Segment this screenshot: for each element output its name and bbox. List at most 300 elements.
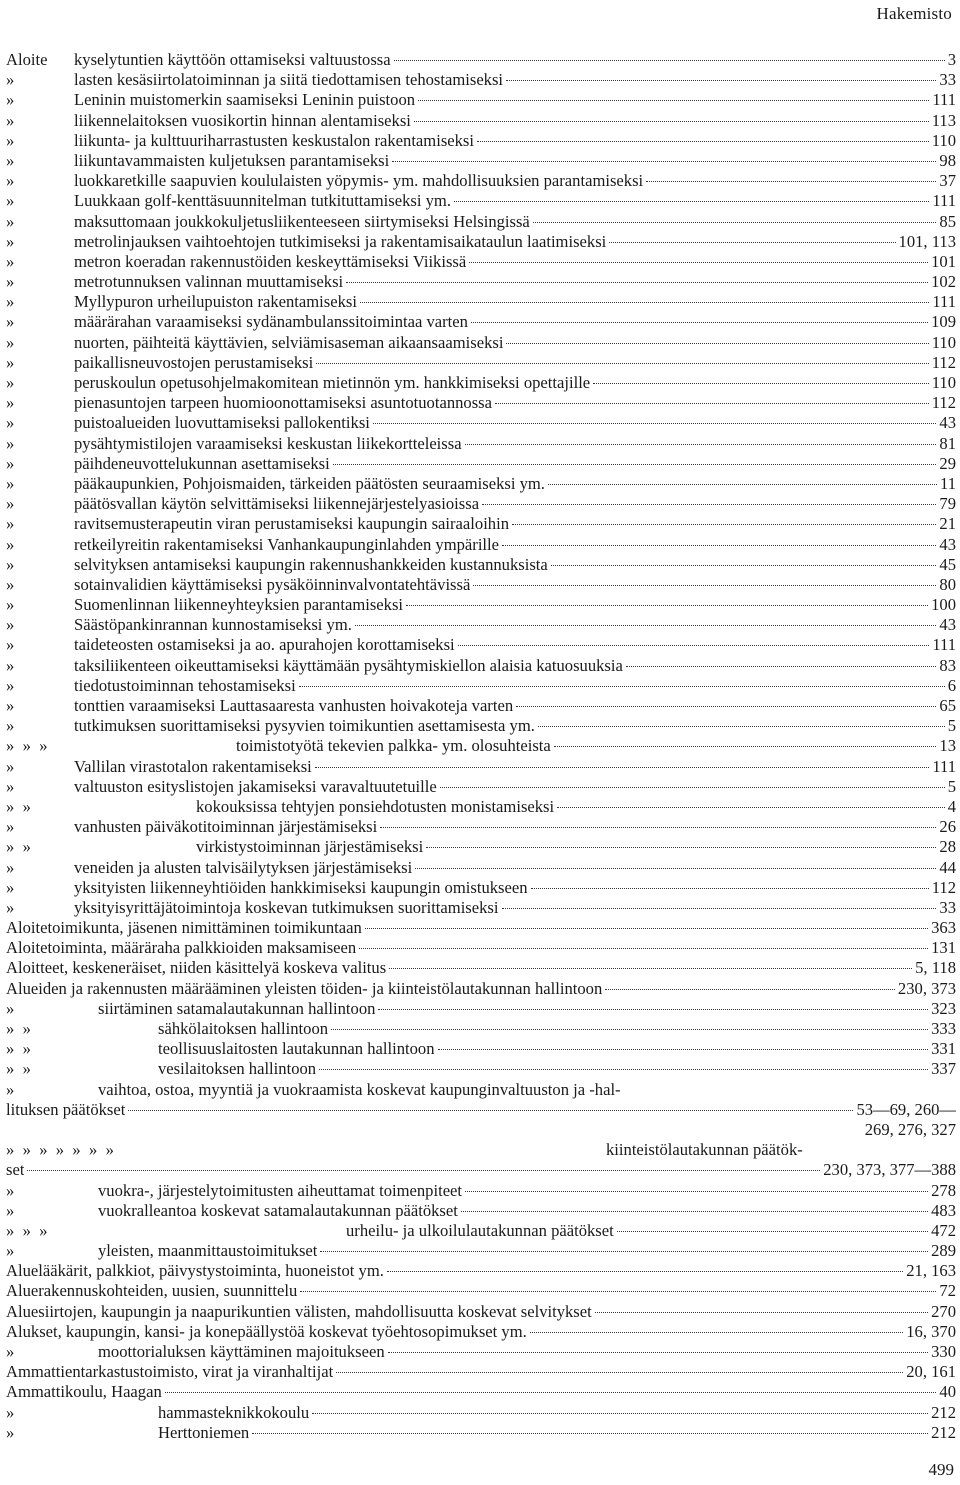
leader-dots (360, 302, 929, 303)
entry-text: set (6, 1160, 25, 1180)
entry-text: taksiliikenteen oikeuttamiseksi käyttämään pysähtymiskiellon alaisia katuosuuksia (74, 655, 623, 675)
entry-pages: 112 (931, 352, 956, 372)
entry-text: ravitsemusterapeutin viran perustamiseksi kaupungin sairaaloihin (74, 514, 510, 534)
entry-prefix: » (6, 90, 15, 110)
entry-pages: 110 (931, 332, 956, 352)
leader-dots (319, 1069, 928, 1070)
entry-pages: 72 (939, 1281, 956, 1301)
entry-pages: 112 (931, 393, 956, 413)
entry-pages: 81 (939, 433, 956, 453)
entry-pages: 323 (931, 998, 956, 1018)
entry-pages: 43 (939, 534, 956, 554)
entry-pages: 21, 163 (906, 1261, 956, 1281)
entry-text: Aluelääkärit, palkkiot, päivystystoiminta, huoneistot ym. (6, 1261, 384, 1281)
entry-text: pienasuntojen tarpeen huomioonottamiseksi asuntotuotannossa (74, 393, 492, 413)
entry-prefix: Aloite (6, 50, 48, 69)
leader-dots (554, 746, 937, 747)
entry-text: vuokra-, järjestelytoimitusten aiheuttamat toimenpiteet (98, 1180, 463, 1200)
entry-text: liikuntavammaisten kuljetuksen parantamiseksi (74, 150, 390, 170)
entry-pages: 363 (931, 918, 956, 938)
entry-prefix: » (6, 817, 15, 837)
index-entry (6, 212, 956, 232)
index-entry (6, 1403, 956, 1423)
index-entry (6, 1181, 956, 1201)
index-entry (6, 494, 956, 514)
leader-dots (27, 1170, 820, 1171)
index-entry (6, 131, 956, 151)
index-entry (6, 373, 956, 393)
entry-text: taideteosten ostamiseksi ja ao. apurahojen korottamiseksi (74, 635, 455, 655)
index-entry (6, 454, 956, 474)
index-entry (6, 1382, 956, 1402)
entry-text: lituksen päätökset (6, 1099, 126, 1119)
leader-dots (551, 565, 937, 566)
entry-pages: 4 (947, 796, 956, 816)
leader-dots (406, 605, 928, 606)
entry-pages: 289 (931, 1241, 956, 1261)
index-entry (6, 353, 956, 373)
entry-text: kokouksissa tehtyjen ponsiehdotusten monistamiseksi (196, 796, 555, 816)
leader-dots (380, 827, 936, 828)
entry-prefix: » » (6, 1019, 31, 1038)
entry-text: toimistotyötä tekevien palkka- ym. olosuhteista (236, 736, 551, 756)
index-entry (6, 333, 956, 353)
index-entry (6, 716, 956, 736)
entry-prefix: » (6, 615, 15, 635)
entry-prefix: » (6, 191, 15, 211)
entry-text: maksuttomaan joukkokuljetusliikenteeseen siirtymiseksi Helsingissä (74, 211, 530, 231)
entry-text: Alukset, kaupungin, kansi- ja konepäällystöä koskevat työehtosopimukset ym. (6, 1321, 527, 1341)
entry-text: Luukkaan golf-kenttäsuunnitelman tutkituttamiseksi ym. (74, 191, 451, 211)
entry-pages: 40 (939, 1382, 956, 1402)
leader-dots (355, 625, 937, 626)
entry-prefix: » (6, 877, 15, 897)
index-entry (6, 696, 956, 716)
entry-prefix: » (6, 554, 15, 574)
leader-dots (373, 423, 937, 424)
entry-pages: 3 (947, 50, 956, 69)
entry-text: tutkimuksen suorittamiseksi pysyvien toimikuntien asettamisesta ym. (74, 716, 535, 736)
entry-text: kyselytuntien käyttöön ottamiseksi valtuustossa (74, 50, 391, 69)
entry-text: moottorialuksen käyttäminen majoitukseen (98, 1342, 385, 1361)
index-entry (6, 898, 956, 918)
entry-pages: 100 (931, 595, 956, 615)
index-entry (6, 1342, 956, 1362)
index-entry (6, 1059, 956, 1079)
entry-prefix: » (6, 897, 15, 917)
entry-prefix: » (6, 998, 15, 1018)
entry-text: Aluerakennuskohteiden, uusien, suunnittelu (6, 1281, 298, 1301)
entry-pages: 111 (932, 635, 956, 655)
entry-pages: 330 (931, 1342, 956, 1361)
leader-dots (387, 1271, 903, 1272)
entry-prefix: » » (6, 1039, 31, 1059)
index-entry (6, 1281, 956, 1301)
leader-dots (414, 121, 929, 122)
entry-text: virkistystoiminnan järjestämiseksi (196, 837, 424, 857)
entry-pages: 212 (931, 1422, 956, 1442)
entry-prefix: » » » » » » » (6, 1140, 114, 1160)
entry-pages: 83 (939, 655, 956, 675)
entry-prefix: » (6, 272, 15, 292)
index-entry (6, 858, 956, 878)
entry-prefix: » (6, 776, 15, 796)
entry-prefix: » (6, 292, 15, 312)
entry-text: nuorten, päihteitä käyttävien, selviämisaseman aikaansaamiseksi (74, 332, 504, 352)
entry-text: Aluesiirtojen, kaupungin ja naapurikuntien välisten, mahdollisuutta koskevat selvitykset (6, 1301, 592, 1321)
index-entry (6, 151, 956, 171)
index-entry (6, 797, 956, 817)
entry-pages: 5 (947, 716, 956, 736)
leader-dots (595, 1312, 928, 1313)
index-entry (6, 837, 956, 857)
entry-text: yksityisten liikenneyhtiöiden hankkimiseksi kaupungin omistukseen (74, 877, 528, 897)
entry-text: kiinteistölautakunnan päätök- (606, 1140, 803, 1160)
entry-text: urheilu- ja ulkoilulautakunnan päätökset (346, 1220, 614, 1240)
entry-prefix: » (6, 312, 15, 332)
index-entry (6, 999, 956, 1019)
entry-prefix: » (6, 635, 15, 655)
entry-pages: 11 (940, 473, 956, 493)
entry-prefix: » » » (6, 1220, 48, 1240)
entry-pages: 331 (931, 1039, 956, 1059)
leader-dots (300, 1291, 936, 1292)
leader-dots (252, 1433, 928, 1434)
leader-dots (512, 524, 936, 525)
leader-dots (312, 1413, 928, 1414)
leader-dots (646, 181, 936, 182)
leader-dots (331, 1029, 928, 1030)
page-number: 499 (928, 1460, 954, 1479)
entry-pages: 113 (931, 110, 956, 130)
entry-text: Myllypuron urheilupuiston rakentamiseksi (74, 292, 357, 312)
leader-dots (469, 262, 928, 263)
entry-prefix: » (6, 756, 15, 776)
entry-text: veneiden ja alusten talvisäilytyksen järjestämiseksi (74, 857, 413, 877)
leader-dots (165, 1392, 937, 1393)
leader-dots (461, 1211, 928, 1212)
entry-pages: 6 (947, 675, 956, 695)
index-list (6, 50, 956, 1443)
index-entry (6, 1100, 956, 1120)
entry-text: Aloitteet, keskeneräiset, niiden käsittelyä koskeva valitus (6, 958, 387, 978)
entry-prefix: » (6, 393, 15, 413)
entry-pages: 29 (939, 453, 956, 473)
entry-pages: 65 (939, 696, 956, 715)
entry-text: päihdeneuvottelukunnan asettamiseksi (74, 453, 330, 473)
entry-prefix: » (6, 352, 15, 372)
entry-pages: 20, 161 (906, 1362, 956, 1382)
leader-dots (609, 242, 895, 243)
index-entry (6, 575, 956, 595)
entry-pages: 110 (931, 373, 956, 392)
entry-text: hammasteknikkokoulu (158, 1402, 310, 1422)
index-entry (6, 70, 956, 90)
leader-dots (128, 1110, 853, 1111)
index-entry (6, 191, 956, 211)
leader-dots (516, 706, 936, 707)
entry-text: Suomenlinnan liikenneyhteyksien parantamiseksi (74, 595, 404, 615)
entry-pages: 111 (932, 756, 956, 776)
entry-text: peruskoulun opetusohjelmakomitean mietinnön ym. hankkimiseksi opettajille (74, 373, 591, 392)
entry-prefix: » (6, 655, 15, 675)
entry-text: siirtäminen satamalautakunnan hallintoon (98, 998, 376, 1018)
entry-text: metrotunnuksen valinnan muuttamiseksi (74, 272, 344, 292)
leader-dots (538, 726, 945, 727)
entry-pages: 102 (931, 272, 956, 292)
entry-pages: 43 (939, 615, 956, 635)
index-entry (6, 413, 956, 433)
index-entry (6, 393, 956, 413)
index-entry (6, 918, 956, 938)
entry-text: metrolinjauksen vaihtoehtojen tutkimiseksi ja rakentamisaikataulun laatimiseksi (74, 231, 607, 251)
leader-dots (454, 201, 929, 202)
entry-text: pysähtymistilojen varaamiseksi keskustan liikekortteleissa (74, 433, 462, 453)
entry-text: liikennelaitoksen vuosikortin hinnan alentamiseksi (74, 110, 411, 130)
entry-prefix: » (6, 150, 15, 170)
entry-pages: 37 (939, 171, 956, 191)
entry-prefix: » (6, 413, 15, 433)
leader-dots (299, 686, 945, 687)
entry-prefix: » » » (6, 736, 48, 756)
entry-pages: 13 (939, 736, 956, 756)
entry-text: yleisten, maanmittaustoimitukset (98, 1241, 318, 1261)
entry-prefix: » (6, 595, 15, 615)
index-entry (6, 1322, 956, 1342)
entry-pages: 80 (939, 574, 956, 594)
leader-dots (389, 968, 912, 969)
entry-pages: 131 (931, 938, 956, 958)
index-entry (6, 514, 956, 534)
entry-pages: 33 (939, 70, 956, 90)
index-entry (6, 1261, 956, 1281)
entry-text: sähkölaitoksen hallintoon (158, 1019, 329, 1038)
index-entry (6, 1302, 956, 1322)
entry-pages: 44 (939, 857, 956, 877)
entry-pages: 270 (931, 1301, 956, 1321)
leader-dots (557, 807, 945, 808)
leader-dots (315, 767, 930, 768)
index-entry (6, 817, 956, 837)
entry-pages: 101 (931, 251, 956, 271)
leader-dots (316, 363, 929, 364)
entry-pages: 111 (932, 90, 956, 110)
index-entry (6, 1039, 956, 1059)
leader-dots (378, 1009, 928, 1010)
index-entry (6, 292, 956, 312)
entry-prefix: » (6, 171, 15, 191)
leader-dots (346, 282, 928, 283)
leader-dots (471, 322, 928, 323)
entry-prefix: » (6, 534, 15, 554)
entry-prefix: » (6, 514, 15, 534)
entry-text: Ammattikoulu, Haagan (6, 1382, 162, 1402)
entry-pages: 16, 370 (906, 1321, 956, 1341)
entry-text: valtuuston esityslistojen jakamiseksi varavaltuutetuille (74, 776, 437, 796)
leader-dots (440, 787, 945, 788)
entry-text: Vallilan virastotalon rakentamiseksi (74, 756, 312, 776)
leader-dots (502, 545, 936, 546)
entry-text: vesilaitoksen hallintoon (158, 1059, 317, 1079)
entry-text: Alueiden ja rakennusten määrääminen yleisten töiden- ja kiinteistölautakunnan hallintoon (6, 978, 603, 998)
entry-text: metron koeradan rakennustöiden keskeyttämiseksi Viikissä (74, 251, 467, 271)
entry-pages: 85 (939, 211, 956, 231)
entry-text: yksityisyrittäjätoimintoja koskevan tutkimuksen suorittamiseksi (74, 897, 499, 917)
entry-text: paikallisneuvostojen perustamiseksi (74, 352, 314, 372)
index-entry (6, 1221, 956, 1241)
entry-prefix: » (6, 1342, 15, 1361)
leader-dots (605, 989, 895, 990)
entry-pages: 110 (931, 130, 956, 150)
leader-dots (415, 868, 936, 869)
index-entry (6, 312, 956, 332)
entry-text: Leninin muistomerkin saamiseksi Leninin puistoon (74, 90, 416, 110)
leader-dots (506, 80, 936, 81)
leader-dots (438, 1049, 929, 1050)
entry-text: retkeilyreitin rakentamiseksi Vanhankaupunginlahden ympärille (74, 534, 500, 554)
entry-prefix: » (6, 373, 15, 392)
index-entry (6, 656, 956, 676)
index-entry (6, 111, 956, 131)
entry-prefix: » (6, 433, 15, 453)
page-header-title: Hakemisto (876, 4, 952, 23)
entry-text: vaihtoa, ostoa, myyntiä ja vuokraamista koskevat kaupunginvaltuuston ja -hal- (98, 1079, 621, 1099)
index-entry (6, 252, 956, 272)
entry-pages: 230, 373 (897, 978, 956, 998)
entry-pages: 278 (931, 1180, 956, 1200)
entry-text: lasten kesäsiirtolatoiminnan ja siitä tiedottamisen tehostamiseksi (74, 70, 504, 90)
index-entry (6, 50, 956, 70)
entry-pages: 269, 276, 327 (864, 1119, 956, 1139)
entry-prefix: » (6, 574, 15, 594)
entry-pages: 53—69, 260— (856, 1099, 956, 1119)
entry-text: liikunta- ja kulttuuriharrastusten keskustalon rakentamiseksi (74, 130, 475, 150)
entry-prefix: » » (6, 837, 31, 857)
index-entry (6, 676, 956, 696)
leader-dots (359, 948, 928, 949)
index-entry (6, 535, 956, 555)
entry-prefix: » (6, 1180, 15, 1200)
entry-pages: 26 (939, 817, 956, 837)
leader-dots (333, 464, 937, 465)
index-entry (6, 958, 956, 978)
leader-dots (473, 585, 936, 586)
entry-prefix: » (6, 857, 15, 877)
entry-prefix: » (6, 1200, 15, 1220)
entry-pages: 21 (939, 514, 956, 534)
entry-prefix: » (6, 251, 15, 271)
entry-pages: 43 (939, 413, 956, 433)
entry-pages: 45 (939, 554, 956, 574)
entry-pages: 33 (939, 897, 956, 917)
leader-dots (530, 1332, 903, 1333)
entry-prefix: » (6, 473, 15, 493)
index-entry (6, 1019, 956, 1039)
index-entry (6, 272, 956, 292)
entry-pages: 28 (939, 837, 956, 857)
entry-text: sotainvalidien käyttämiseksi pysäköinninvalvontatehtävissä (74, 574, 471, 594)
index-entry (6, 1120, 956, 1140)
entry-pages: 483 (931, 1200, 956, 1220)
leader-dots (392, 161, 936, 162)
entry-pages: 337 (931, 1059, 956, 1079)
entry-prefix: » (6, 110, 15, 130)
leader-dots (426, 847, 936, 848)
index-entry (6, 90, 956, 110)
leader-dots (365, 928, 928, 929)
entry-prefix: » (6, 716, 15, 736)
entry-text: Herttoniemen (158, 1422, 250, 1442)
index-entry (6, 1241, 956, 1261)
entry-pages: 212 (931, 1402, 956, 1422)
index-entry (6, 777, 956, 797)
index-entry (6, 1201, 956, 1221)
leader-dots (320, 1251, 928, 1252)
leader-dots (465, 1191, 928, 1192)
entry-prefix: » (6, 1402, 15, 1422)
entry-prefix: » (6, 211, 15, 231)
entry-text: vanhusten päiväkotitoiminnan järjestämiseksi (74, 817, 378, 837)
entry-text: tiedotustoiminnan tehostamiseksi (74, 675, 296, 695)
index-entry (6, 434, 956, 454)
entry-prefix: » (6, 675, 15, 695)
entry-prefix: » (6, 1079, 15, 1099)
index-entry (6, 757, 956, 777)
entry-pages: 111 (932, 191, 956, 211)
entry-prefix: » (6, 332, 15, 352)
entry-text: vuokralleantoa koskevat satamalautakunnan päätökset (98, 1200, 458, 1220)
entry-text: määrärahan varaamiseksi sydänambulanssitoimintaa varten (74, 312, 468, 332)
index-entry (6, 474, 956, 494)
entry-text: teollisuuslaitosten lautakunnan hallintoon (158, 1039, 435, 1059)
entry-pages: 101, 113 (898, 231, 956, 251)
entry-prefix: » (6, 494, 15, 514)
index-entry (6, 979, 956, 999)
entry-prefix: » (6, 1422, 15, 1442)
index-entry (6, 1160, 956, 1180)
entry-prefix: » (6, 696, 15, 715)
leader-dots (502, 908, 937, 909)
entry-prefix: » (6, 70, 15, 90)
entry-prefix: » » (6, 796, 31, 816)
leader-dots (531, 888, 929, 889)
leader-dots (394, 60, 945, 61)
index-entry (6, 1423, 956, 1443)
entry-text: pääkaupunkien, Pohjoismaiden, tärkeiden päätösten seuraamiseksi ym. (74, 473, 545, 493)
leader-dots (593, 383, 929, 384)
index-entry (6, 1140, 956, 1160)
index-entry (6, 555, 956, 575)
leader-dots (533, 222, 937, 223)
entry-text: selvityksen antamiseksi kaupungin rakennushankkeiden kustannuksista (74, 554, 548, 574)
leader-dots (418, 100, 929, 101)
index-entry (6, 635, 956, 655)
leader-dots (388, 1352, 928, 1353)
entry-text: Aloitetoiminta, määräraha palkkioiden maksamiseen (6, 938, 357, 958)
entry-prefix: » (6, 231, 15, 251)
leader-dots (626, 666, 937, 667)
index-entry (6, 736, 956, 756)
entry-pages: 5, 118 (915, 958, 956, 978)
leader-dots (465, 444, 937, 445)
entry-text: Ammattientarkastustoimisto, virat ja viranhaltijat (6, 1362, 334, 1382)
entry-prefix: » (6, 130, 15, 150)
entry-text: päätösvallan käytön selvittämiseksi liikennejärjestelyasioissa (74, 494, 480, 514)
index-entry (6, 878, 956, 898)
leader-dots (477, 141, 929, 142)
index-entry (6, 232, 956, 252)
entry-text: Aloitetoimikunta, jäsenen nimittäminen toimikuntaan (6, 918, 362, 938)
